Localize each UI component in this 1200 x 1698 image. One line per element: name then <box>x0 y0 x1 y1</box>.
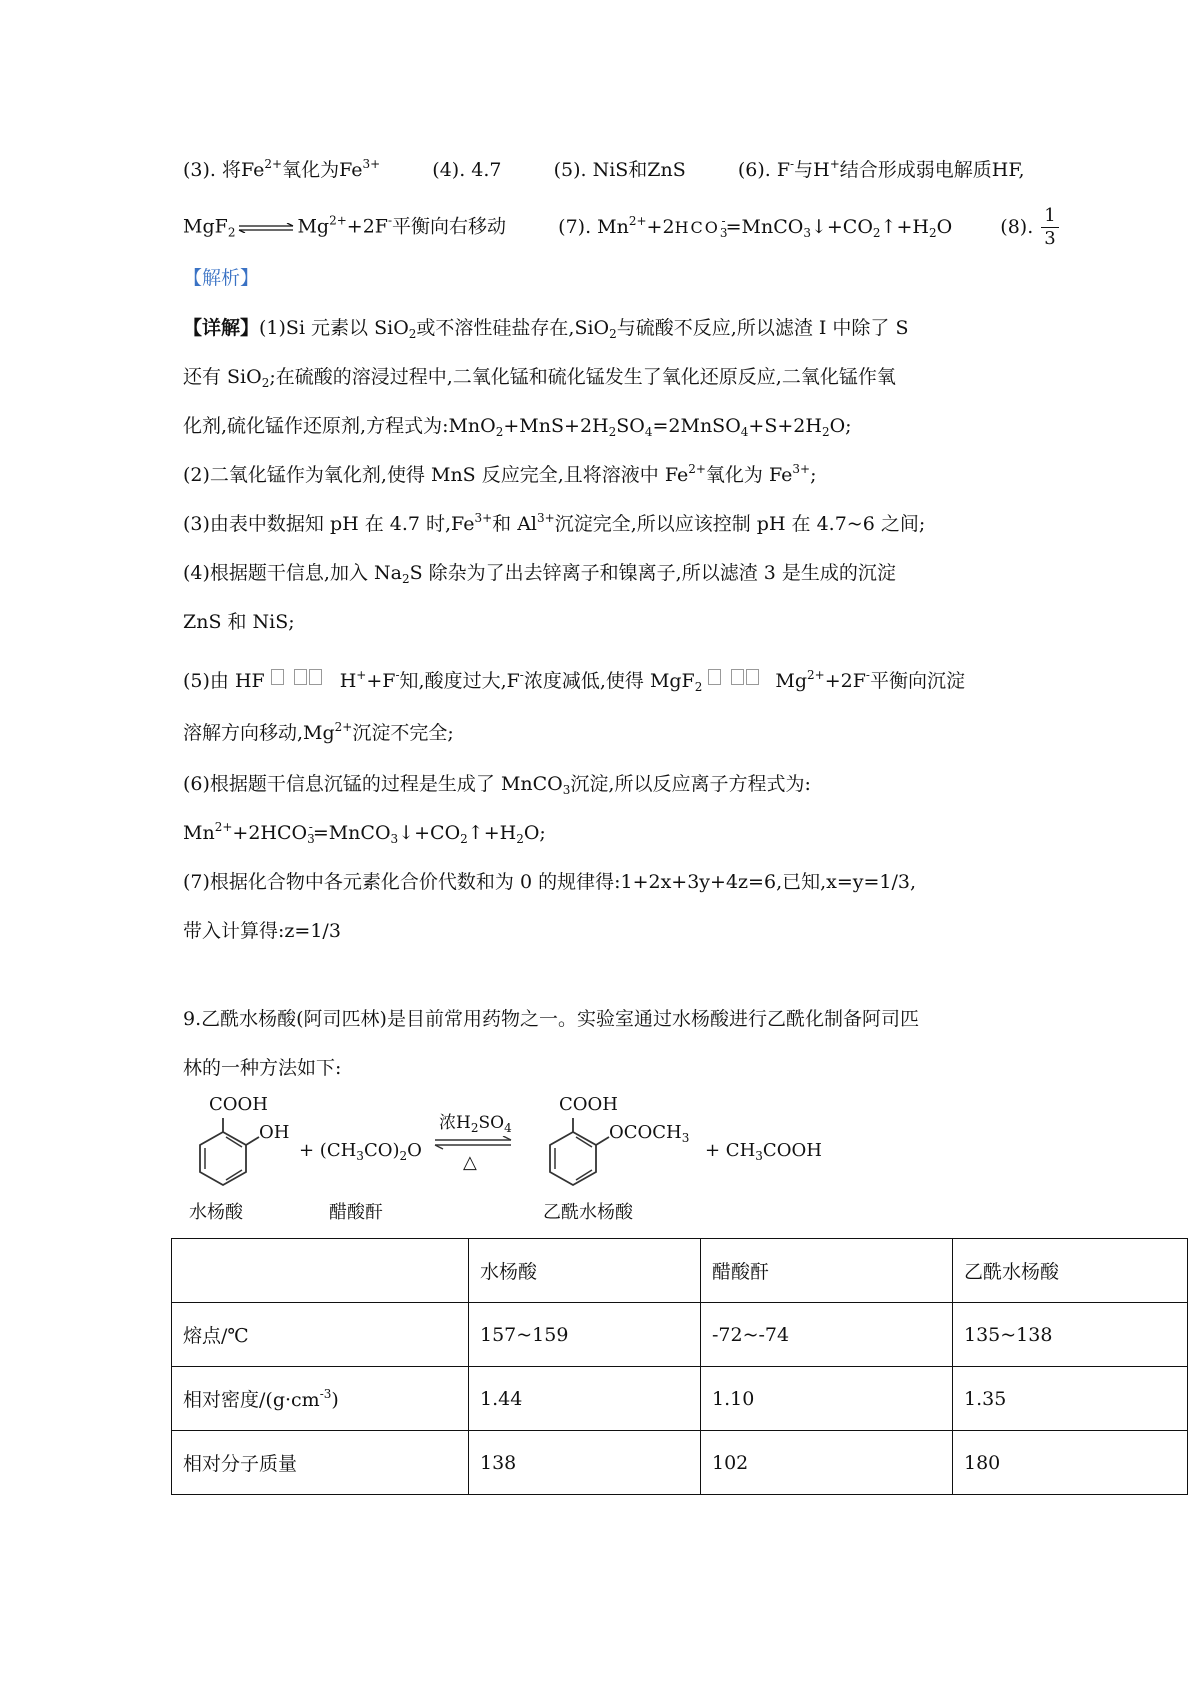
table-cell: 水杨酸 <box>469 1239 701 1303</box>
heat-symbol: △ <box>463 1152 477 1173</box>
table-cell: 102 <box>701 1431 953 1495</box>
answer-4: (4). 4.7 <box>432 159 502 181</box>
table-cell: 相对分子质量 <box>172 1431 469 1495</box>
missing-glyph-icon <box>271 664 324 694</box>
table-row <box>172 1431 1188 1495</box>
table-cell: -72~-74 <box>701 1303 953 1367</box>
question-9-line-1: 9.乙酰水杨酸(阿司匹林)是目前常用药物之一。实验室通过水杨酸进行乙酰化制备阿司匹 <box>183 1008 919 1030</box>
detail-line-12: (7)根据化合物中各元素化合价代数和为 0 的规律得:1+2x+3y+4z=6,已知,x=y=1/3, <box>183 871 917 893</box>
detail-line-13: 带入计算得:z=1/3 <box>183 920 341 942</box>
table-cell: 相对密度$/(g\cdot cm^{-3})$ <box>172 1367 469 1431</box>
table-row <box>172 1303 1188 1367</box>
answer-line-1: (3). 将$Fe^{2+}$氧化为$Fe^{3+}$ (4). 4.7 (5). NiS和ZnS (6). F-与H+结合形成弱电解质HF, <box>183 157 1025 181</box>
table-cell: 138 <box>469 1431 701 1495</box>
properties-table <box>171 1238 1188 1495</box>
name-salicylic-acid: 水杨酸 <box>189 1202 243 1223</box>
table-cell: 1.10 <box>701 1367 953 1431</box>
name-acetic-anhydride: 醋酸酐 <box>329 1202 383 1223</box>
answer-5: (5). NiS和ZnS <box>553 159 686 181</box>
detail-line-11: $Mn^{2+}+2HCO_3^-=MnCO_3↓+CO_2↑+H_2O$; <box>183 820 546 846</box>
answer-6: (6). F-与H+结合形成弱电解质HF, <box>737 157 1025 181</box>
question-9-line-2: 林的一种方法如下: <box>183 1057 342 1079</box>
oh-label: OH <box>259 1122 290 1143</box>
analysis-heading: 【解析】 <box>183 267 260 289</box>
detail-line-2: 还有 SiO$_2$;在硫酸的溶浸过程中,二氧化锰和硫化锰发生了氧化还原反应,二氧化锰作氧 <box>183 366 896 390</box>
table-row <box>172 1239 1188 1303</box>
detail-line-5: (3)由表中数据知 pH 在 4.7 时$,Fe^{3+}$和 $Al^{3+}$沉淀完全,所以应该控制 pH 在 4.7~6 之间; <box>183 511 926 535</box>
table-cell: 180 <box>953 1431 1188 1495</box>
table-cell: 熔点/℃ <box>172 1303 469 1367</box>
equilibrium-arrow-icon <box>237 223 295 233</box>
condition-label: 浓$H_2SO_4$ <box>439 1113 512 1135</box>
table-cell: 1.35 <box>953 1367 1188 1431</box>
detail-line-4: (2)二氧化锰作为氧化剂,使得 MnS 反应完全,且将溶液中 $Fe^{2+}$氧化为 $Fe^{3+}$; <box>183 462 817 486</box>
detail-line-1: 【详解】(1)Si 元素以 SiO$_2$或不溶性硅盐存在,SiO$_2$与硫酸不反应,所以滤渣 I 中除了 S <box>183 317 909 341</box>
table-cell: 157~159 <box>469 1303 701 1367</box>
answer-7: (7). $Mn^{2+}+2HCO_3^-=MnCO_3↓+CO_2↑+H_2O$ <box>558 213 953 240</box>
detail-line-8: (5)由 HF H++F-知,酸度过大,F-浓度减低,使得 MgF$_2$ $Mg^{2+}+2F^-$平衡向沉淀 <box>183 664 965 696</box>
table-cell: 1.44 <box>469 1367 701 1431</box>
reaction-scheme <box>183 1094 823 1229</box>
table-row <box>172 1367 1188 1431</box>
answer-8: (8). $\frac{1}{3}$ <box>1000 216 1058 238</box>
detail-line-10: (6)根据题干信息沉锰的过程是生成了 MnCO$_3$沉淀,所以反应离子方程式为: <box>183 773 811 797</box>
acetic-anhydride-formula: + $(CH_3CO)_2O$ <box>299 1140 422 1163</box>
missing-glyph-icon <box>708 664 761 694</box>
acetic-acid-formula: + $CH_3COOH$ <box>705 1140 822 1163</box>
name-aspirin: 乙酰水杨酸 <box>543 1202 633 1223</box>
table-cell: 乙酰水杨酸 <box>953 1239 1188 1303</box>
detail-line-3: 化剂,硫化锰作还原剂,方程式为$:MnO_2+MnS+2H_2SO_4=2MnSO_4+S+2H_2O$; <box>183 415 852 439</box>
reversible-arrow-icon <box>433 1136 513 1150</box>
detail-line-9: 溶解方向移动$,Mg^{2+}$沉淀不完全; <box>183 720 454 744</box>
ococh3-label: $OCOCH_3$ <box>609 1122 690 1145</box>
cooh-label: COOH <box>209 1094 268 1115</box>
detail-line-7: ZnS 和 NiS; <box>183 611 295 633</box>
answer-line-2: MgF$_2$ $Mg^{2+}+2F^-$平衡向右移动 (7). $Mn^{2+}+2HCO_3^-=MnCO_3↓+CO_2↑+H_2O$ (8). $\frac{1}{3}$ <box>183 205 1059 250</box>
fraction: $\frac{1}{3}$ <box>1041 205 1058 250</box>
table-cell <box>172 1239 469 1303</box>
table-cell: 135~138 <box>953 1303 1188 1367</box>
cooh-label: COOH <box>559 1094 618 1115</box>
detail-line-6: (4)根据题干信息,加入 $Na_2S$ 除杂为了出去锌离子和镍离子,所以滤渣 3 是生成的沉淀 <box>183 562 896 586</box>
table-cell: 醋酸酐 <box>701 1239 953 1303</box>
